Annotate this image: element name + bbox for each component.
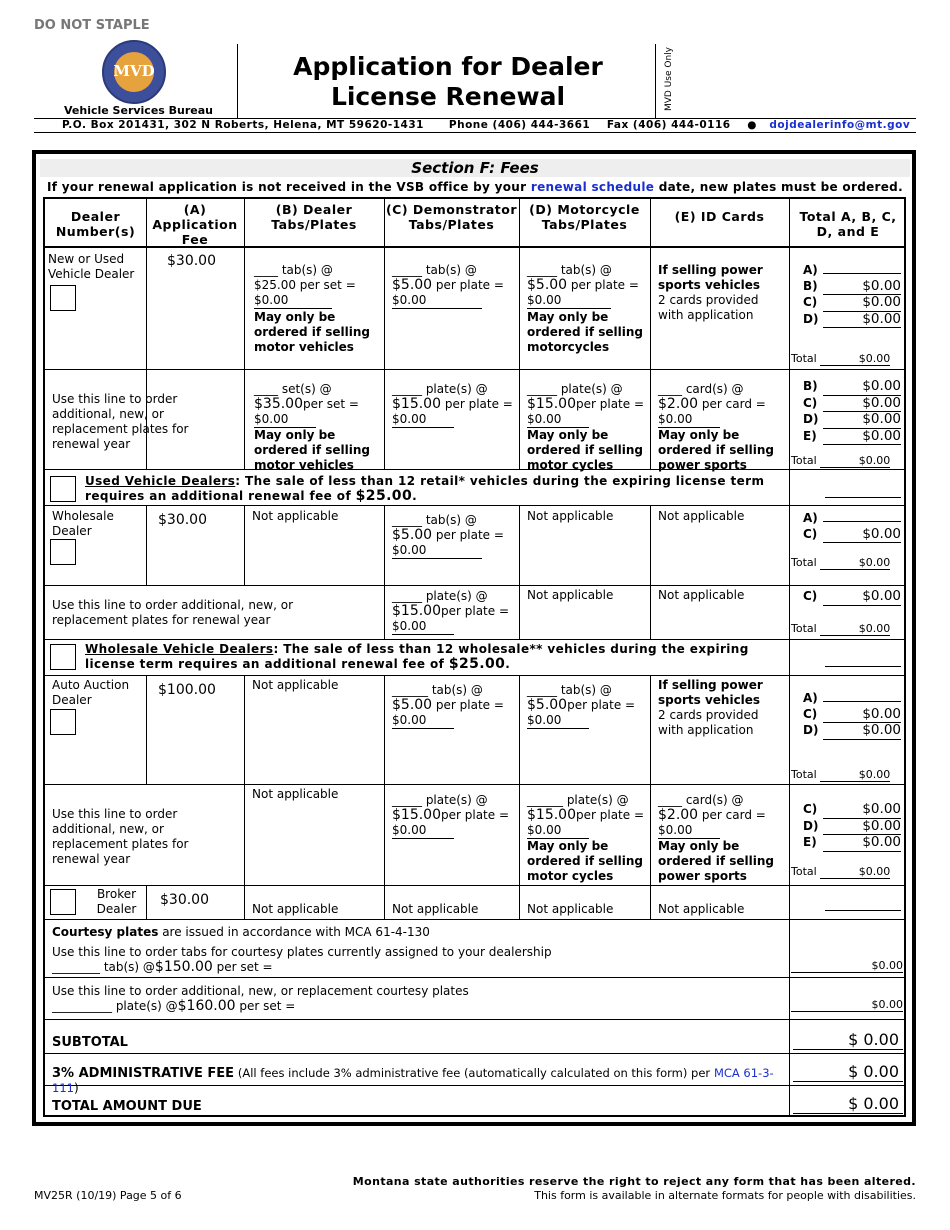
email-link[interactable]: dojdealerinfo@mt.gov: [769, 119, 911, 131]
subtotal-label: SUBTOTAL: [52, 1035, 128, 1050]
row5-total: Total $0.00: [791, 768, 891, 781]
row5-demo-tabs: ______ tab(s) @ $5.00 per plate = $0.00: [392, 683, 504, 727]
bureau-name: Vehicle Services Bureau: [64, 104, 214, 117]
courtesy-plates-total: $0.00: [791, 998, 903, 1012]
row4-motorcycle-na: Not applicable: [527, 588, 614, 602]
dealer-type-auto-auction: Auto Auction Dealer: [52, 678, 130, 707]
row6-description: Use this line to order additional, new, or replacement plates for renewal year: [52, 807, 189, 866]
contact-bar: [34, 118, 916, 133]
admin-fee-value[interactable]: $ 0.00: [793, 1062, 903, 1082]
col-demonstrator-tabs: (C) Demonstrator Tabs/Plates: [385, 202, 518, 232]
row6-total: Total $0.00: [791, 865, 891, 878]
row1-id-cards: If selling power sports vehicles 2 cards provided with application: [658, 263, 763, 322]
row2-totals: B) $0.00 C) $0.00 D) $0.00 E) $0.00: [803, 378, 901, 444]
row1-demo-amount[interactable]: $0.00: [392, 293, 482, 309]
mca-link[interactable]: MCA 61-3-111: [52, 1066, 774, 1095]
row6-dealer-na: Not applicable: [252, 787, 339, 801]
fee-new-used: $30.00: [167, 253, 216, 269]
checkbox-wholesale-dealer[interactable]: [50, 539, 76, 565]
row1-demo-tabs: _____ tab(s) @ $5.00 per plate = $0.00: [392, 263, 504, 307]
row3-id-na: Not applicable: [658, 509, 745, 523]
renewal-notice: If your renewal application is not received in the VSB office by your renewal schedule date, new plates must be ordered.: [47, 180, 903, 194]
footer-notice: Montana state authorities reserve the right to reject any form that has been altered. This form is available in alternate formats for people with disabilities.: [352, 1175, 916, 1202]
row3-totals: A) C) $0.00: [803, 511, 901, 542]
bullet-icon: ●: [747, 119, 757, 131]
row1-motorcycle-tabs: _____ tab(s) @ $5.00 per plate = $0.00 May only be ordered if selling motorcycles: [527, 263, 643, 354]
row4-total: Total $0.00: [791, 622, 891, 635]
row3-demo-tabs: _____ tab(s) @ $5.00 per plate = $0.00: [392, 513, 504, 557]
mvd-seal-logo: [102, 40, 166, 104]
checkbox-used-dealer-fee[interactable]: [50, 476, 76, 502]
row5-dealer-na: Not applicable: [252, 678, 339, 692]
row3-motorcycle-na: Not applicable: [527, 509, 614, 523]
col-id-cards: (E) ID Cards: [674, 209, 765, 224]
row5-totals: A) C) $0.00 D) $0.00: [803, 691, 901, 738]
mvd-use-only: MVD Use Only: [664, 47, 674, 112]
row7-demo-na: Not applicable: [392, 902, 479, 916]
col-total: Total A, B, C, D, and E: [799, 209, 897, 239]
courtesy-plates-line: Use this line to order additional, new, or replacement courtesy plates __________ plate(s) @$160.00 per set =: [52, 984, 469, 1014]
row2-demo-plates: _____ plate(s) @ $15.00 per plate = $0.00: [392, 382, 513, 426]
row1-totals: A) B) $0.00 C) $0.00 D) $0.00: [803, 263, 901, 327]
checkbox-auto-auction-dealer[interactable]: [50, 709, 76, 735]
row6-motorcycle-plates: ______ plate(s) @ $15.00per plate = $0.00 May only be ordered if selling motor cycles: [527, 793, 645, 883]
dealer-type-new-used: New or Used Vehicle Dealer: [48, 252, 135, 281]
row4-description: Use this line to order additional, new, or replacement plates for renewal year: [52, 598, 294, 627]
row7-motorcycle-na: Not applicable: [527, 902, 614, 916]
checkbox-wholesale-dealer-fee[interactable]: [50, 644, 76, 670]
row3-total: Total $0.00: [791, 556, 891, 569]
col-application-fee: (A) Application Fee: [152, 202, 238, 247]
checkbox-broker-dealer[interactable]: [50, 889, 76, 915]
row3-dealer-na: Not applicable: [252, 509, 339, 523]
courtesy-tabs-line: Use this line to order tabs for courtesy plates currently assigned to your dealership ________ tab(s) @$150.00 per set =: [52, 945, 552, 975]
row4-demo-plates: _____ plate(s) @ $15.00per plate = $0.00: [392, 589, 510, 633]
used-dealer-note: Used Vehicle Dealers: The sale of less than 12 retail* vehicles during the expiring license term requires an additional renewal fee of $25.00.: [85, 474, 765, 504]
row5-motorcycle-tabs: _____ tab(s) @ $5.00per plate = $0.00: [527, 683, 636, 727]
col-motorcycle-tabs: (D) Motorcycle Tabs/Plates: [529, 202, 640, 232]
row2-dealer-plates: ____ set(s) @ $35.00per set = $0.00 May only be ordered if selling motor vehicles: [254, 382, 370, 472]
seal-text: MVD: [113, 62, 155, 80]
total-due-label: TOTAL AMOUNT DUE: [52, 1099, 202, 1114]
col-dealer-tabs: (B) Dealer Tabs/Plates: [271, 202, 357, 232]
total-due-value[interactable]: $ 0.00: [793, 1094, 903, 1114]
renewal-schedule-link[interactable]: renewal schedule: [530, 180, 655, 194]
section-title: Section F: Fees: [40, 159, 910, 177]
row6-id-cards: ____ card(s) @ $2.00 per card = $0.00 May only be ordered if selling power sports: [658, 793, 774, 883]
row2-total: Total $0.00: [791, 454, 891, 467]
form-id: MV25R (10/19) Page 5 of 6: [34, 1189, 182, 1202]
row4-totals: C) $0.00: [803, 588, 901, 604]
courtesy-tabs-total: $0.00: [791, 959, 903, 973]
row6-totals: C) $0.00 D) $0.00 E) $0.00: [803, 801, 901, 850]
phone: Phone (406) 444-3661: [448, 119, 591, 131]
dealer-type-wholesale: Wholesale Dealer: [52, 509, 114, 538]
fees-table: [43, 197, 906, 1117]
row7-id-na: Not applicable: [658, 902, 745, 916]
row5-id-cards: If selling power sports vehicles 2 cards provided with application: [658, 678, 763, 737]
row2-id-cards: ____ card(s) @ $2.00 per card = $0.00 May only be ordered if selling power sports: [658, 382, 774, 472]
row2-description: Use this line to order additional, new, or replacement plates for renewal year: [52, 392, 189, 451]
subtotal-value[interactable]: $ 0.00: [793, 1030, 903, 1050]
row6-demo-plates: _____ plate(s) @ $15.00per plate = $0.00: [392, 793, 510, 837]
fee-auto-auction: $100.00: [158, 682, 216, 698]
row4-id-na: Not applicable: [658, 588, 745, 602]
row1-dealer-tabs: ____ tab(s) @ $25.00 per set = $0.00 May only be ordered if selling motor vehicles: [254, 263, 370, 354]
col-dealer-number: Dealer Number(s): [55, 209, 136, 239]
fee-broker: $30.00: [160, 892, 209, 908]
row1-dealer-tabs-amount[interactable]: $0.00: [254, 293, 332, 309]
admin-fee-label: 3% ADMINISTRATIVE FEE (All fees include 3% administrative fee (automatically calculated on this form) per MCA 61-3-111): [52, 1066, 774, 1095]
address: P.O. Box 201431, 302 N Roberts, Helena, MT 59620-1431: [62, 119, 424, 131]
dealer-type-broker: Broker Dealer: [96, 887, 137, 916]
do-not-staple: DO NOT STAPLE: [34, 18, 150, 33]
wholesale-dealer-note: Wholesale Vehicle Dealers: The sale of less than 12 wholesale** vehicles during the expiring license term requires an additional renewal fee of $25.00.: [85, 642, 749, 672]
row1-motorcycle-amount[interactable]: $0.00: [527, 293, 611, 309]
form-title: Application for Dealer License Renewal: [293, 52, 603, 111]
row7-dealer-na: Not applicable: [252, 902, 339, 916]
checkbox-new-used-dealer[interactable]: [50, 285, 76, 311]
fee-wholesale: $30.00: [158, 512, 207, 528]
courtesy-plates-note: Courtesy plates are issued in accordance with MCA 61-4-130: [52, 925, 430, 939]
row2-motorcycle-plates: _____ plate(s) @ $15.00per plate = $0.00 May only be ordered if selling motor cycles: [527, 382, 645, 472]
fax: Fax (406) 444-0116: [606, 119, 731, 131]
row1-total: Total $0.00: [791, 352, 891, 365]
